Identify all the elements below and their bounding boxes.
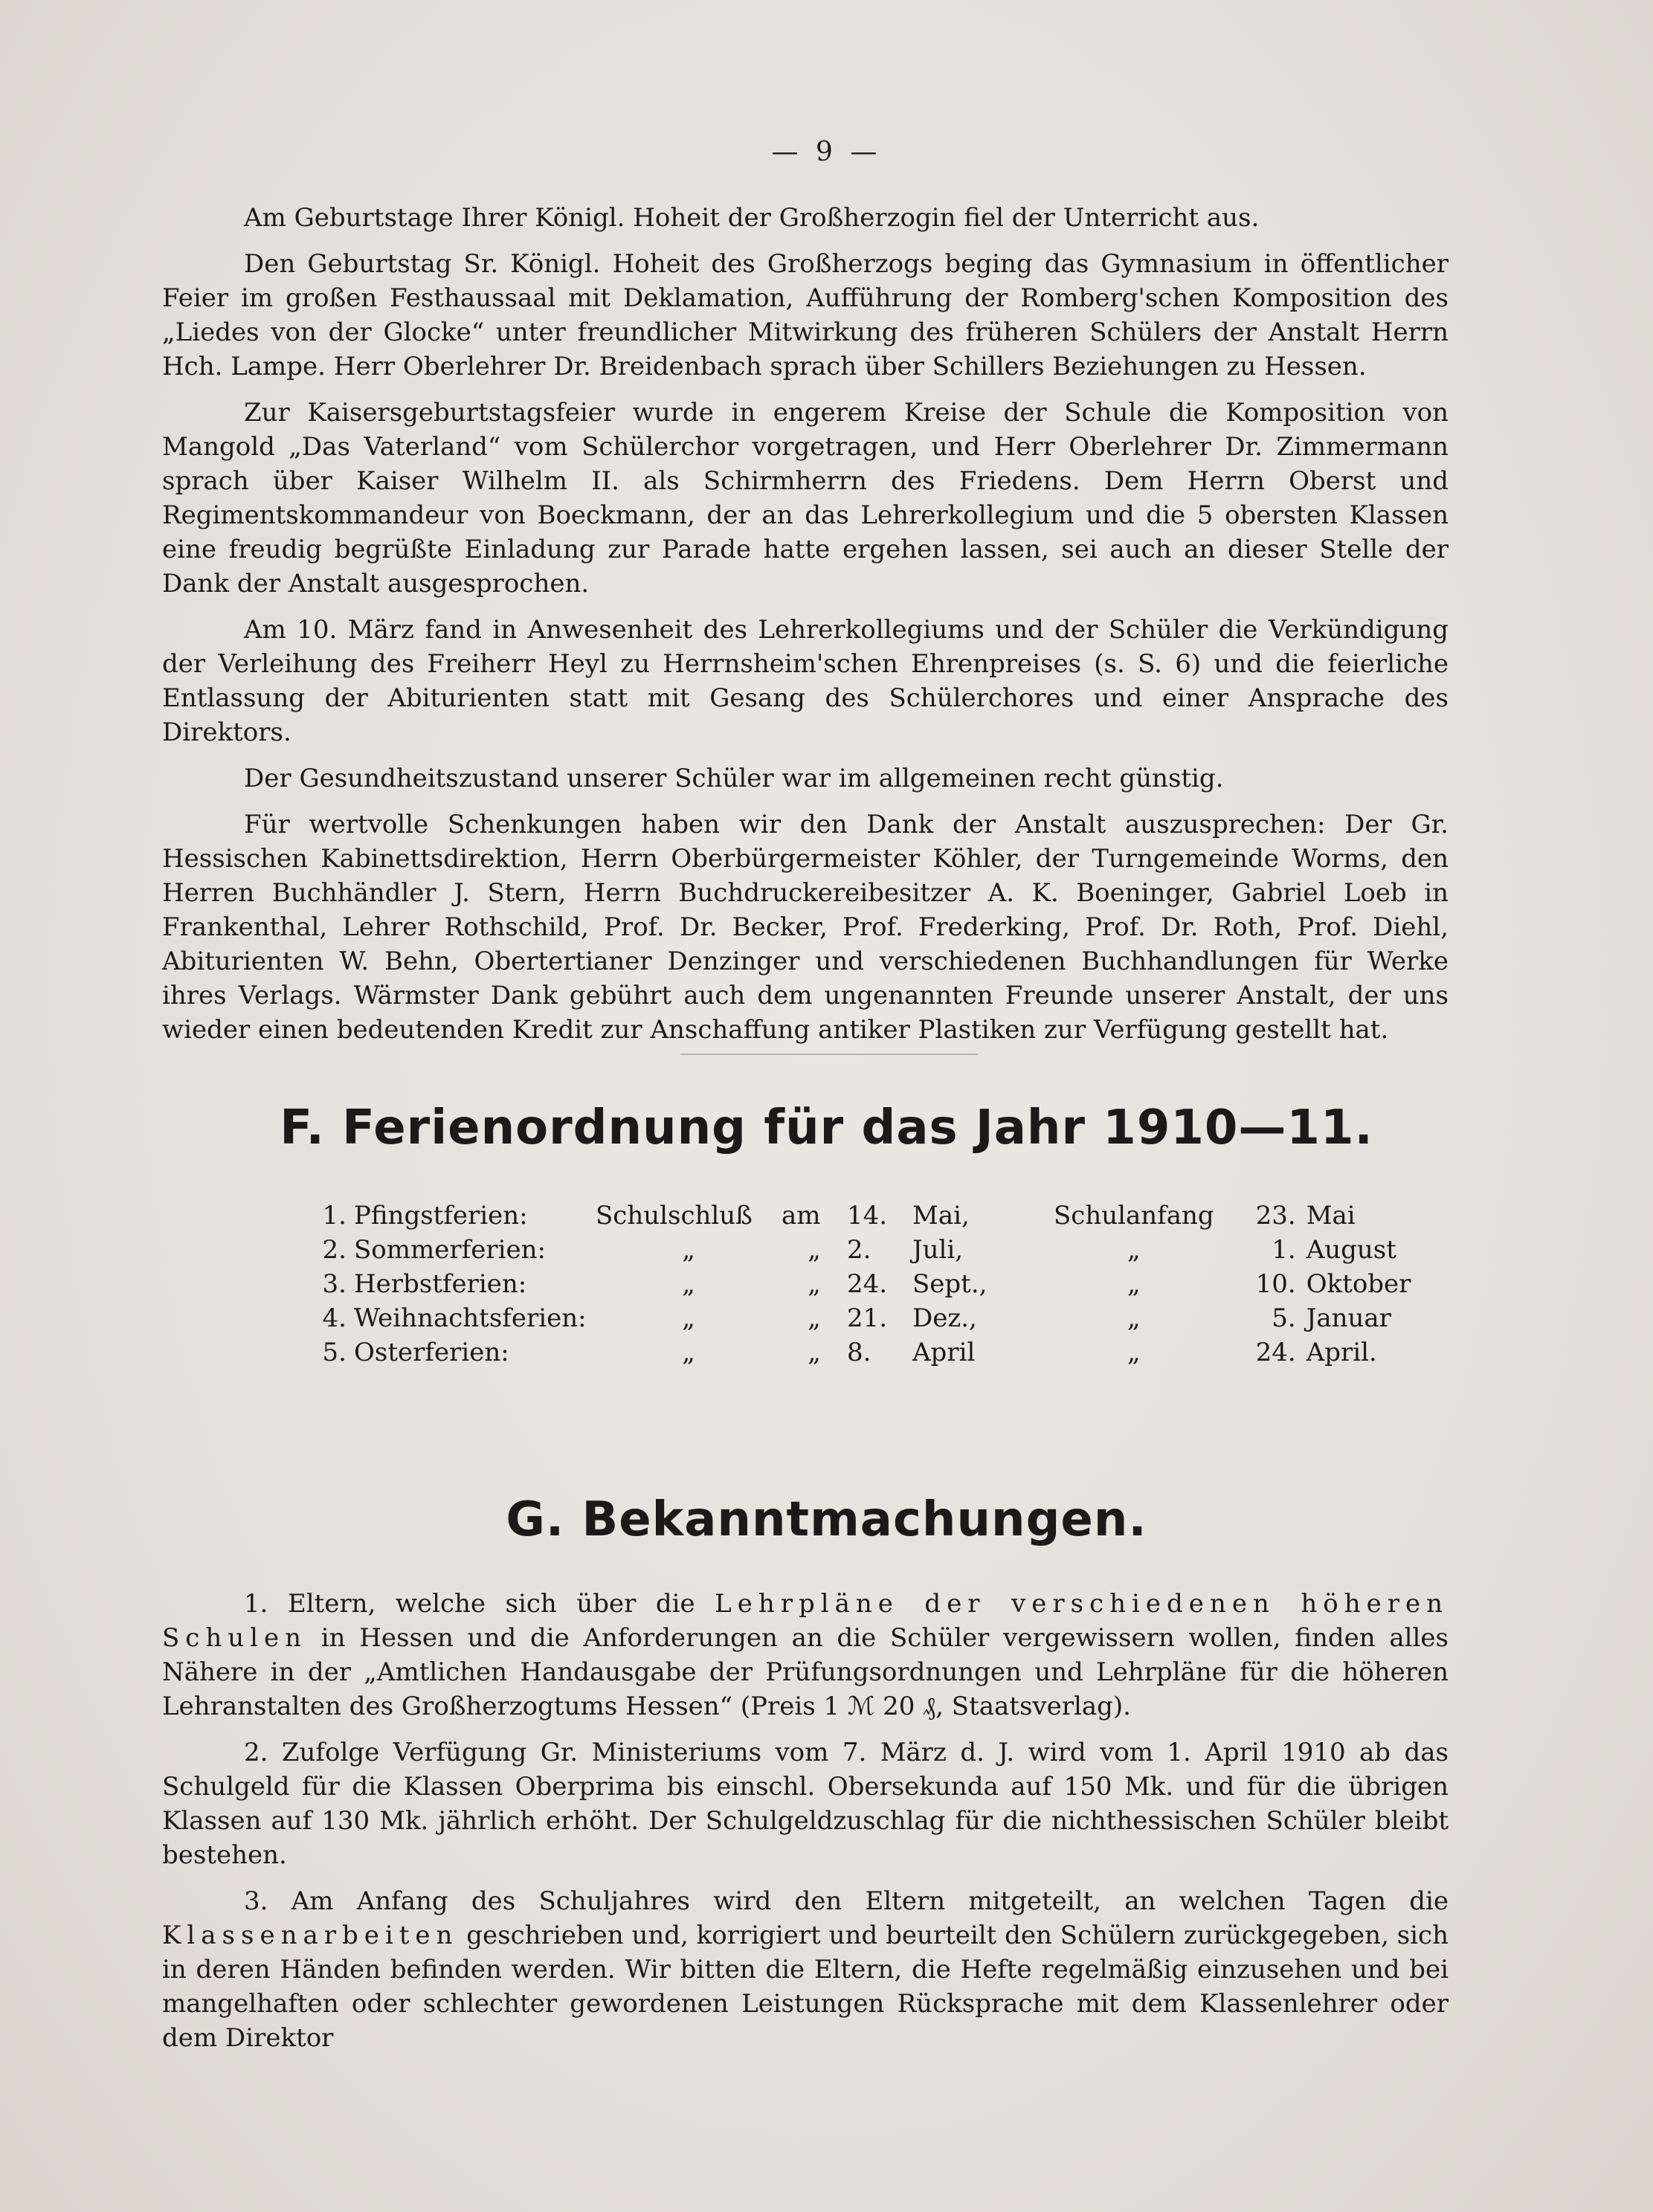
holiday-cell-close-month: Juli,: [912, 1235, 964, 1265]
holiday-cell-no: 3.: [322, 1269, 347, 1299]
section-f-heading: F. Ferienordnung für das Jahr 1910—11.: [280, 1100, 1373, 1155]
paragraph: Der Gesundheitszustand unserer Schüler war im allgemeinen recht günstig.: [244, 764, 1224, 793]
announcement-3: [162, 1884, 1449, 2055]
holiday-cell-close-month: Sept.,: [912, 1269, 987, 1299]
holiday-cell-close-at: „: [808, 1338, 821, 1367]
announcement-1-rest: in Hessen und die Anforderungen an die Schüler vergewissern wollen, finden alles Nähere in der „Amtlichen Handausgabe der Prüfungsordnungen und Lehrpläne für die höheren Lehranstalten des Großherzogtums Hessen“ (Preis 1 ℳ 20 ₰, Staatsverlag).: [162, 1623, 1449, 1721]
paragraph: Den Geburtstag Sr. Königl. Hoheit des Großherzogs beging das Gymnasium in öffentlicher Feier im großen Festhaussaal mit Deklamation, Aufführung der Romberg'schen Komposition des „Liedes von der Glocke“ unter freundlicher Mitwirkung des früheren Schülers der Anstalt Herrn Hch. Lampe. Herr Oberlehrer Dr. Breidenbach sprach über Schillers Beziehungen zu Hessen.: [162, 249, 1449, 381]
holiday-cell-open-day: 24.: [1255, 1338, 1296, 1367]
holiday-cell-close-day: 2.: [847, 1235, 871, 1265]
holiday-cell-close-label: Schulschluß: [596, 1201, 753, 1231]
announcement-2: 2. Zufolge Verfügung Gr. Ministeriums vom 7. März d. J. wird vom 1. April 1910 ab das Schulgeld für die Klassen Oberprima bis einschl. Obersekunda auf 150 Mk. und für die übrigen Klassen auf 130 Mk. jährlich erhöht. Der Schulgeldzuschlag für die nichthessischen Schüler bleibt bestehen.: [162, 1738, 1449, 1870]
holiday-cell-open-label: „: [1127, 1303, 1141, 1333]
paragraph: Am 10. März fand in Anwesenheit des Lehrerkollegiums und der Schüler die Verkündigung der Verleihung des Freiherr Heyl zu Herrnsheim'schen Ehrenpreises (s. S. 6) und die feierliche Entlassung der Abiturienten statt mit Gesang des Schülerchores und einer Ansprache des Direktors.: [162, 615, 1449, 747]
holiday-cell-open-day: 1.: [1272, 1235, 1296, 1265]
holiday-cell-close-day: 24.: [847, 1269, 888, 1299]
holiday-row: [311, 1233, 1455, 1267]
paragraph: Zur Kaisersgeburtstagsfeier wurde in engerem Kreise der Schule die Komposition von Mangold „Das Vaterland“ vom Schülerchor vorgetragen, und Herr Oberlehrer Dr. Zimmermann sprach über Kaiser Wilhelm II. als Schirmherrn des Friedens. Dem Herrn Oberst und Regimentskommandeur von Boeckmann, der an das Lehrerkollegium und die 5 obersten Klassen eine freudig begrüßte Einladung zur Parade hatte ergehen lassen, sei auch an dieser Stelle der Dank der Anstalt ausgesprochen.: [162, 398, 1449, 599]
holiday-cell-close-at: „: [808, 1303, 821, 1333]
holiday-row: [311, 1335, 1455, 1370]
holiday-cell-open-label: „: [1127, 1338, 1141, 1367]
holiday-cell-close-at: am: [782, 1201, 821, 1231]
holiday-cell-open-month: Januar: [1306, 1303, 1391, 1333]
holiday-cell-open-month: Oktober: [1306, 1269, 1411, 1299]
holiday-cell-open-month: Mai: [1306, 1201, 1356, 1231]
holiday-cell-no: 5.: [322, 1338, 347, 1367]
page-number: — 9 —: [771, 137, 882, 167]
holiday-cell-open-label: „: [1127, 1269, 1141, 1299]
holiday-cell-close-day: 14.: [847, 1201, 888, 1231]
holiday-cell-close-label: „: [682, 1269, 695, 1299]
section-g-heading: G. Bekanntmachungen.: [506, 1492, 1147, 1547]
holiday-cell-close-month: April: [912, 1338, 976, 1367]
holiday-cell-open-day: 10.: [1255, 1269, 1296, 1299]
paragraph: Am Geburtstage Ihrer Königl. Hoheit der Großherzogin fiel der Unterricht aus.: [244, 203, 1260, 233]
holiday-schedule-table: [311, 1199, 1455, 1370]
announcement-3-spaced: Klassenarbeiten: [162, 1921, 459, 1950]
holiday-cell-name: Weihnachtsferien:: [354, 1303, 587, 1333]
holiday-cell-close-at: „: [808, 1235, 821, 1265]
holiday-cell-open-day: 23.: [1255, 1201, 1296, 1231]
holiday-cell-open-label: Schulanfang: [1054, 1201, 1214, 1231]
holiday-cell-name: Pfingstferien:: [354, 1201, 528, 1231]
holiday-cell-name: Herbstferien:: [354, 1269, 527, 1299]
holiday-cell-close-day: 8.: [847, 1338, 871, 1367]
holiday-cell-no: 4.: [322, 1303, 347, 1333]
holiday-cell-name: Osterferien:: [354, 1338, 509, 1367]
announcement-1-start: 1. Eltern, welche sich über die: [244, 1589, 695, 1619]
holiday-row: [311, 1267, 1455, 1301]
holiday-cell-no: 1.: [322, 1201, 347, 1231]
holiday-cell-open-month: April.: [1306, 1338, 1377, 1367]
holiday-cell-close-at: „: [808, 1269, 821, 1299]
holiday-cell-open-label: „: [1127, 1235, 1141, 1265]
announcement-3-rest: geschrieben und, korrigiert und beurteilt den Schülern zurückgegeben, sich in deren Händen befinden werden. Wir bitten die Eltern, die Hefte regelmäßig einzusehen und bei mangelhaften oder schlechter gewordenen Leistungen Rücksprache mit dem Klassenlehrer oder dem Direktor: [162, 1921, 1449, 2053]
holiday-cell-close-label: „: [682, 1235, 695, 1265]
holiday-cell-close-day: 21.: [847, 1303, 888, 1333]
holiday-cell-close-label: „: [682, 1303, 695, 1333]
announcement-1-spaced: Lehrpläne der verschiedenen höheren Schulen: [162, 1589, 1449, 1653]
holiday-cell-name: Sommerferien:: [354, 1235, 546, 1265]
section-divider: [680, 1054, 978, 1055]
paragraph: Für wertvolle Schenkungen haben wir den Dank der Anstalt auszusprechen: Der Gr. Hessischen Kabinettsdirektion, Herrn Oberbürgermeister Köhler, der Turngemeinde Worms, den Herren Buchhändler J. Stern, Herrn Buchdruckereibesitzer A. K. Boeninger, Gabriel Loeb in Frankenthal, Lehrer Rothschild, Prof. Dr. Becker, Prof. Frederking, Prof. Dr. Roth, Prof. Diehl, Abiturienten W. Behn, Obertertianer Denzinger und verschiedenen Buchhandlungen für Werke ihres Verlags. Wärmster Dank gebührt auch dem ungenannten Freunde unserer Anstalt, der uns wieder einen bedeutenden Kredit zur Anschaffung antiker Plastiken zur Verfügung gestellt hat.: [162, 810, 1449, 1045]
holiday-row: [311, 1301, 1455, 1335]
holiday-row: [311, 1199, 1455, 1233]
holiday-cell-close-month: Dez.,: [912, 1303, 977, 1333]
school-chronicle-text: [162, 201, 1449, 1059]
holiday-cell-open-day: 5.: [1272, 1303, 1296, 1333]
holiday-cell-no: 2.: [322, 1235, 347, 1265]
holiday-cell-close-label: „: [682, 1338, 695, 1367]
announcement-3-start: 3. Am Anfang des Schuljahres wird den Eltern mitgeteilt, an welchen Tagen die: [244, 1886, 1449, 1916]
announcements-text: [162, 1587, 1449, 2067]
holiday-cell-open-month: August: [1306, 1235, 1396, 1265]
announcement-1: [162, 1587, 1449, 1724]
holiday-cell-close-month: Mai,: [912, 1201, 970, 1231]
